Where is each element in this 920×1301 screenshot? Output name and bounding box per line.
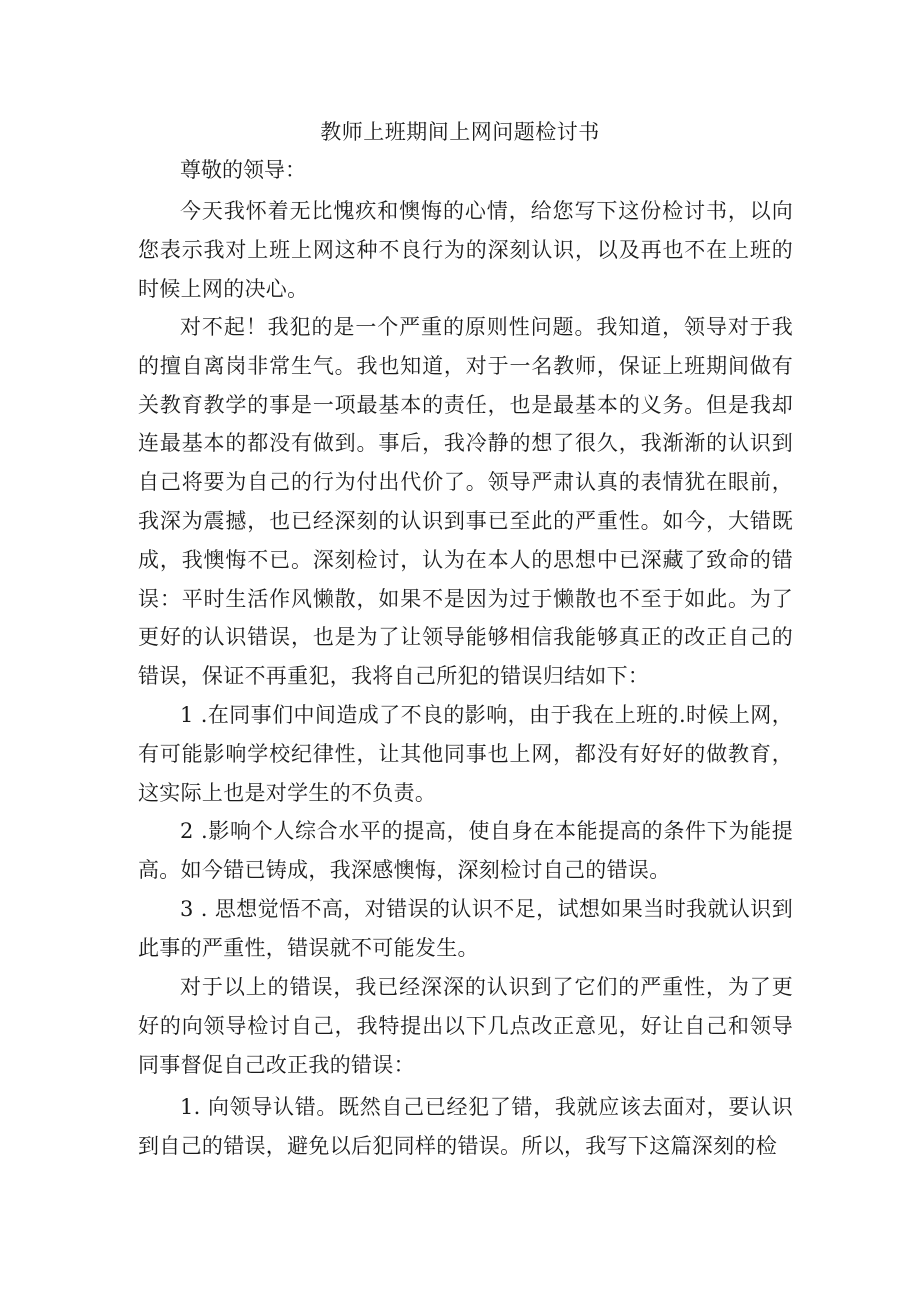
document-title: 教师上班期间上网问题检讨书 bbox=[320, 120, 600, 144]
paragraph-apology: 对不起！我犯的是一个严重的原则性问题。我知道，领导对于我的擅自离岗非常生气。我也知道，对于一名教师，保证上班期间做有关教育教学的事是一项最基本的责任，也是最基本的义务。但是我却连最基本的都没有做到。事后，我冷静的想了很久，我渐渐的认识到自己将要为自己的行为付出代价了。领导严肃认真的表情犹在眼前，我深为震撼，也已经深刻的认识到事已至此的严重性。如今，大错既成，我懊悔不已。深刻检讨，认为在本人的思想中已深藏了致命的错误：平时生活作风懒散，如果不是因为过于懒散也不至于如此。为了更好的认识错误，也是为了让领导能够相信我能够真正的改正自己的错误，保证不再重犯，我将自己所犯的错误归结如下： bbox=[138, 315, 793, 689]
paragraph-correction-1: 1. 向领导认错。既然自己已经犯了错，我就应该去面对，要认识到自己的错误，避免以后犯同样的错误。所以，我写下这篇深刻的检 bbox=[138, 1095, 793, 1158]
salutation: 尊敬的领导： bbox=[180, 158, 306, 182]
paragraph-point-3: 3 . 思想觉悟不高，对错误的认识不足，试想如果当时我就认识到此事的严重性，错误就不可能发生。 bbox=[138, 897, 793, 960]
paragraph-point-2: 2 .影响个人综合水平的提高，使自身在本能提高的条件下为能提高。如今错已铸成，我深感懊悔，深刻检讨自己的错误。 bbox=[138, 819, 793, 882]
paragraph-intro: 今天我怀着无比愧疚和懊悔的心情，给您写下这份检讨书，以向您表示我对上班上网这种不良行为的深刻认识，以及再也不在上班的时候上网的决心。 bbox=[138, 199, 793, 301]
paragraph-point-1: 1 .在同事们中间造成了不良的影响，由于我在上班的.时候上网，有可能影响学校纪律性，让其他同事也上网，都没有好好的做教育，这实际上也是对学生的不负责。 bbox=[138, 703, 793, 805]
paragraph-correction-intro: 对于以上的错误，我已经深深的认识到了它们的严重性，为了更好的向领导检讨自己，我特提出以下几点改正意见，好让自己和领导同事督促自己改正我的错误： bbox=[138, 975, 793, 1077]
